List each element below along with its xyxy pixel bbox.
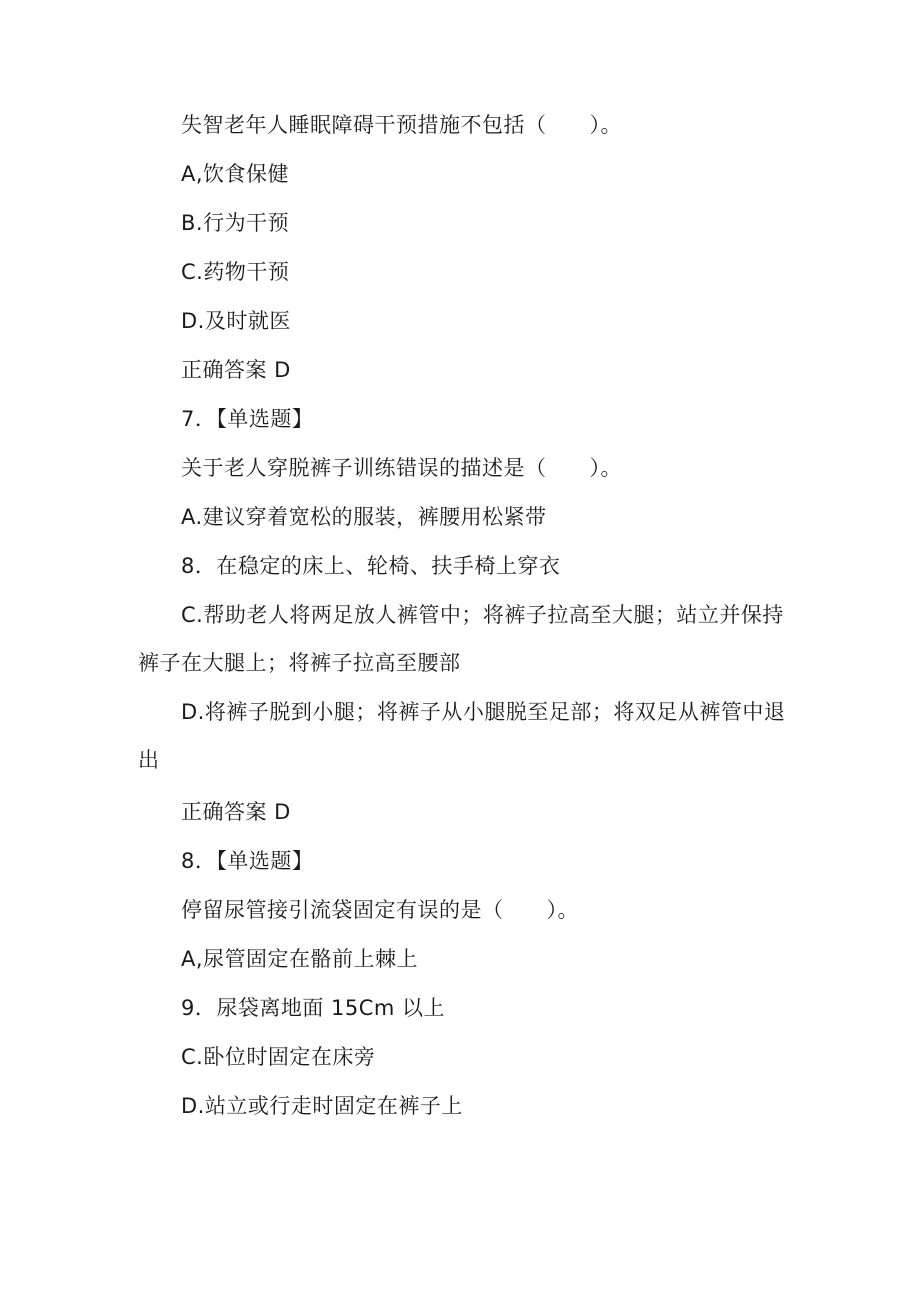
q7-option-a: A.建议穿着宽松的服装，裤腰用松紧带 (181, 505, 547, 529)
q7-option-d: D.将裤子脱到小腿；将裤子从小腿脱至足部；将双足从裤管中退出 (138, 700, 786, 772)
q7-option-b: 8．在稳定的床上、轮椅、扶手椅上穿衣 (181, 554, 561, 578)
q6-option-d: D.及时就医 (181, 309, 291, 333)
question-7-header: 7．【单选题】 (181, 407, 314, 431)
q8-option-c: C.卧位时固定在床旁 (181, 1045, 376, 1069)
q6-option-b: B.行为干预 (181, 211, 290, 235)
q6-option-c: C.药物干预 (181, 260, 290, 284)
q7-answer: 正确答案 D (181, 800, 291, 824)
q6-option-a: A,饮食保健 (181, 162, 290, 186)
q8-option-a: A,尿管固定在骼前上棘上 (181, 947, 419, 971)
question-8-stem: 停留尿管接引流袋固定有误的是（ ）。 (181, 898, 579, 922)
q8-option-b: 9．尿袋离地面 15Cm 以上 (181, 996, 446, 1020)
q8-option-d: D.站立或行走时固定在裤子上 (181, 1094, 463, 1118)
question-6-stem: 失智老年人睡眠障碍干预措施不包括（ ）。 (181, 113, 622, 137)
question-7-stem: 关于老人穿脱裤子训练错误的描述是（ ）。 (181, 456, 622, 480)
question-8-header: 8．【单选题】 (181, 849, 314, 873)
q6-answer: 正确答案 D (181, 358, 291, 382)
q7-option-c: C.帮助老人将两足放人裤管中；将裤子拉高至大腿；站立并保持裤子在大腿上；将裤子拉高至腰部 (138, 603, 784, 675)
